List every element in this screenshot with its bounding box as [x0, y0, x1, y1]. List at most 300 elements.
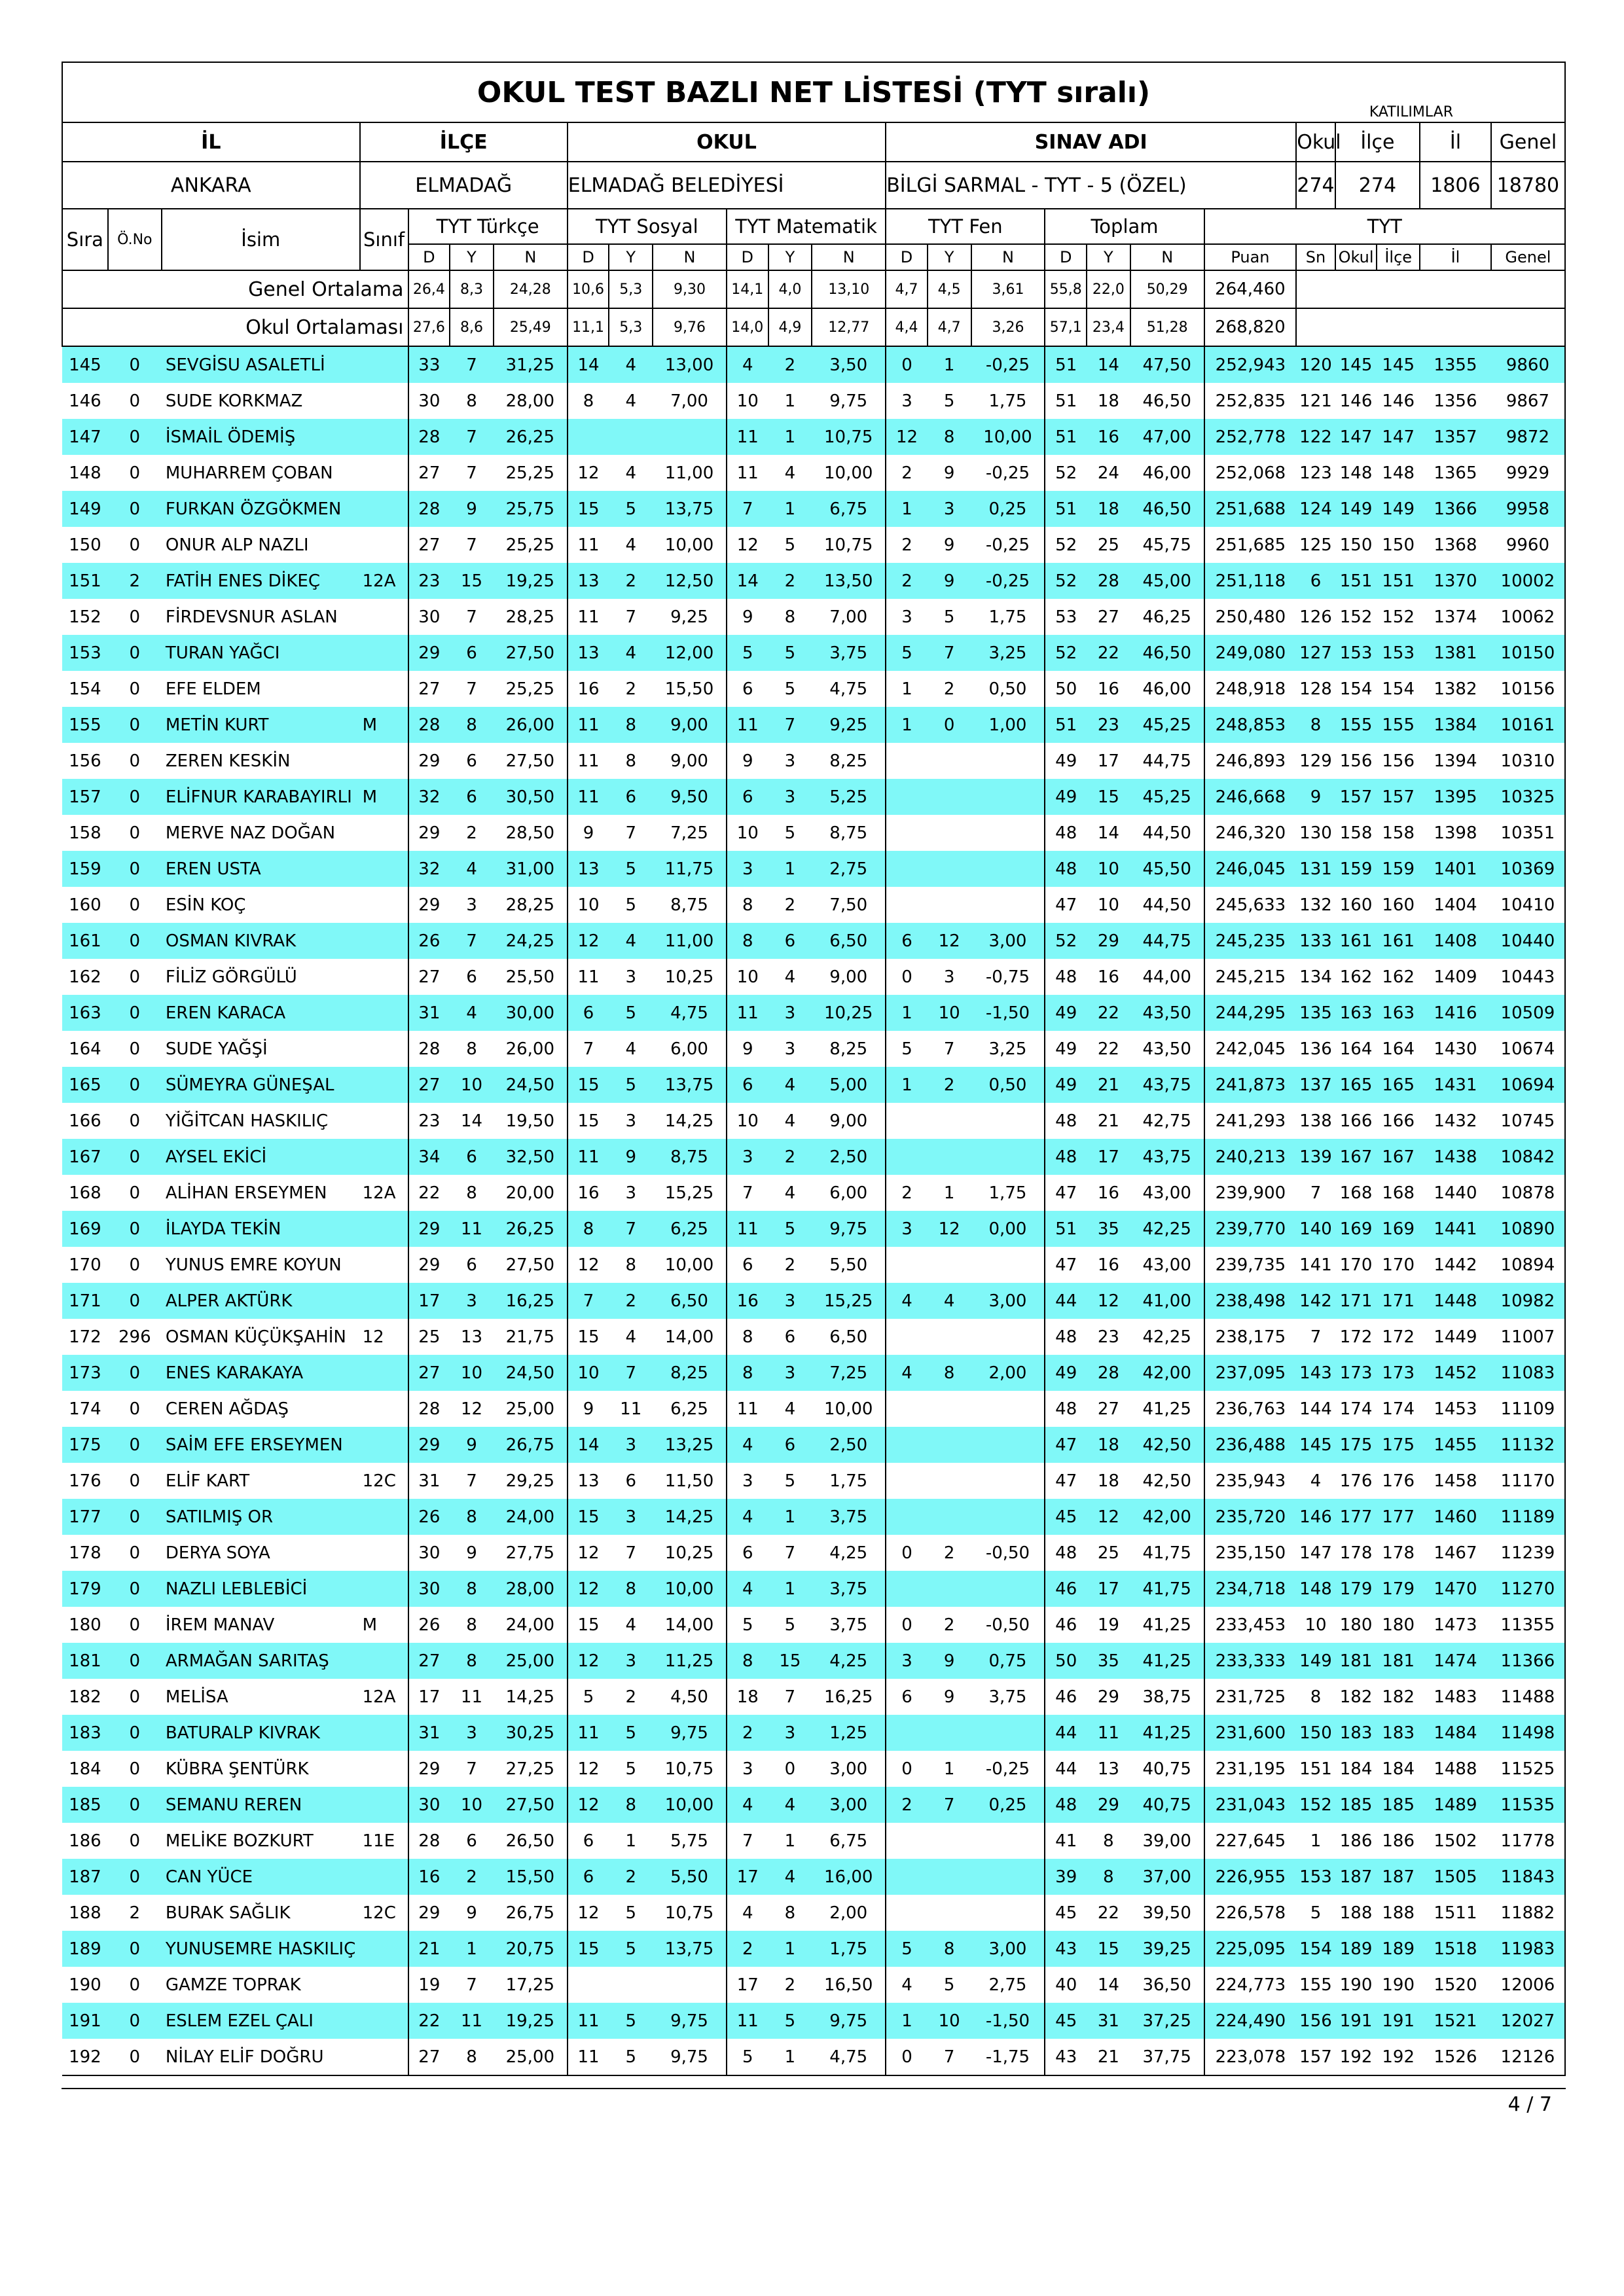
cell-sosyal-d: 7: [568, 1031, 609, 1067]
cell-matematik-d: 7: [727, 1175, 768, 1211]
table-row: [62, 1067, 1565, 1103]
cell-okul-sira: 184: [1339, 1759, 1373, 1779]
cell-fen-y: 7: [928, 2039, 971, 2075]
cell-il-sira: 1483: [1434, 1687, 1477, 1707]
average-value: 9,30: [653, 270, 727, 308]
cell-fen-y: 8: [928, 1931, 971, 1967]
cell-puan: 239,900: [1204, 1175, 1297, 1211]
cell-sosyal-d: 13: [568, 851, 609, 887]
cell-toplam-n: 45,25: [1130, 707, 1204, 743]
cell-sinif: [360, 1283, 408, 1319]
col-sinif: Sınıf: [360, 209, 408, 270]
cell-turkce-n: 26,25: [494, 1211, 568, 1247]
cell-sira: 181: [62, 1643, 108, 1679]
cell-puan: 244,295: [1204, 995, 1297, 1031]
cell-sn: 147: [1299, 1543, 1332, 1563]
cell-fen-y: 9: [928, 1643, 971, 1679]
cell-toplam-d: 49: [1045, 1355, 1087, 1391]
cell-fen-n: [971, 1247, 1045, 1283]
cell-fen-d: [886, 1139, 928, 1175]
participation-label: KATILIMLAR: [1369, 104, 1453, 120]
cell-isim: FİLİZ GÖRGÜLÜ: [165, 967, 297, 987]
header-katilim-genel: Genel: [1491, 122, 1565, 162]
cell-sosyal-y: 8: [625, 1255, 636, 1275]
cell-sosyal-d: 13: [568, 1463, 609, 1499]
cell-turkce-d: 17: [408, 1679, 450, 1715]
cell-sosyal-y: 5: [625, 1903, 636, 1923]
cell-matematik-d: 4: [727, 1499, 768, 1535]
cell-sira: 149: [62, 491, 108, 527]
cell-turkce-d: 27: [408, 671, 450, 707]
cell-isim: SAİM EFE ERSEYMEN: [162, 1427, 360, 1463]
cell-sn: 127: [1296, 635, 1335, 671]
cell-sira: 165: [62, 1067, 108, 1103]
cell-fen-y: 3: [928, 491, 971, 527]
cell-sosyal-d: 9: [568, 1391, 609, 1427]
cell-turkce-d: 27: [408, 455, 450, 491]
cell-matematik-d: 6: [727, 1067, 768, 1103]
cell-sira: 159: [62, 851, 108, 887]
average-value: 14,0: [727, 308, 768, 346]
cell-sn: 148: [1296, 1571, 1335, 1607]
cell-sinif: [360, 923, 408, 959]
cell-turkce-y: 6: [466, 751, 477, 771]
cell-sosyal-n: 14,25: [653, 1499, 727, 1535]
cell-matematik-y: 5: [768, 1211, 812, 1247]
cell-matematik-y: 3: [768, 1283, 812, 1319]
cell-toplam-y: 27: [1097, 607, 1119, 627]
cell-turkce-d: 31: [408, 995, 450, 1031]
cell-fen-d: 0: [886, 2039, 928, 2075]
cell-sinif: [360, 1031, 408, 1067]
cell-il-sira: 1455: [1420, 1427, 1491, 1463]
cell-ilce-sira: 158: [1382, 823, 1415, 843]
cell-matematik-n: 1,75: [812, 1931, 886, 1967]
cell-turkce-d: 26: [408, 1607, 450, 1643]
cell-toplam-y: 8: [1087, 1859, 1130, 1895]
cell-isim: İSMAİL ÖDEMİŞ: [162, 419, 360, 455]
cell-sira: 185: [62, 1787, 108, 1823]
cell-sira: 187: [62, 1859, 108, 1895]
average-empty: [1296, 308, 1565, 346]
cell-matematik-d: 8: [727, 887, 768, 923]
sub-y: Y: [768, 244, 812, 270]
cell-sosyal-d: 11: [568, 1139, 609, 1175]
cell-sosyal-y: [609, 1967, 653, 2003]
page-number: 4 / 7: [1507, 2093, 1552, 2116]
cell-turkce-n: 28,00: [505, 391, 555, 411]
cell-fen-y: 8: [928, 419, 971, 455]
cell-sosyal-n: 14,00: [664, 1615, 714, 1635]
cell-genel-sira: 9960: [1491, 527, 1565, 563]
cell-sosyal-n: 6,25: [653, 1211, 727, 1247]
cell-matematik-y: 1: [784, 391, 796, 411]
cell-turkce-d: 29: [408, 1751, 450, 1787]
cell-puan: 235,943: [1204, 1463, 1297, 1499]
table-row: [62, 1283, 1565, 1319]
cell-sosyal-n: 10,00: [664, 535, 714, 555]
cell-il-sira: 1520: [1434, 1975, 1477, 1995]
cell-sosyal-n: 9,25: [670, 607, 708, 627]
cell-fen-d: 5: [886, 1931, 928, 1967]
cell-okul-sira: 176: [1339, 1471, 1373, 1491]
cell-sosyal-n: 11,50: [664, 1471, 714, 1491]
cell-matematik-y: 3: [768, 779, 812, 815]
cell-isim: CAN YÜCE: [162, 1859, 360, 1895]
cell-isim: ALİHAN ERSEYMEN: [165, 1183, 327, 1203]
cell-turkce-y: 10: [450, 1067, 494, 1103]
cell-toplam-y: 16: [1097, 1183, 1119, 1203]
cell-fen-y: 1: [928, 346, 971, 383]
cell-toplam-y: 23: [1087, 707, 1130, 743]
cell-genel-sira: 11132: [1491, 1427, 1565, 1463]
cell-sira: 177: [62, 1499, 108, 1535]
cell-sn: 153: [1296, 1859, 1335, 1895]
cell-matematik-d: 10: [727, 959, 768, 995]
cell-isim: EREN KARACA: [162, 995, 360, 1031]
cell-turkce-y: 6: [466, 967, 477, 987]
cell-il-sira: 1374: [1434, 607, 1477, 627]
cell-turkce-n: 20,00: [505, 1183, 555, 1203]
cell-fen-y: [928, 815, 971, 851]
table-row: [62, 923, 1565, 959]
cell-okul-sira: 181: [1335, 1643, 1377, 1679]
cell-toplam-y: 18: [1087, 1427, 1130, 1463]
cell-fen-n: 0,25: [971, 1787, 1045, 1823]
sub-n: N: [812, 244, 886, 270]
cell-il-sira: 1357: [1420, 419, 1491, 455]
cell-fen-n: 2,00: [971, 1355, 1045, 1391]
cell-toplam-d: 51: [1045, 383, 1087, 419]
cell-sinif: [360, 671, 408, 707]
cell-fen-d: 2: [886, 455, 928, 491]
cell-isim: SATILMIŞ OR: [162, 1499, 360, 1535]
cell-toplam-n: 45,75: [1142, 535, 1191, 555]
sub-y: Y: [1087, 244, 1130, 270]
cell-turkce-y: 7: [466, 535, 477, 555]
sub-ilce: İlçe: [1377, 244, 1420, 270]
cell-sosyal-d: 6: [568, 1823, 609, 1859]
cell-toplam-d: 49: [1045, 779, 1087, 815]
cell-turkce-y: 10: [450, 1355, 494, 1391]
table-row: [62, 1787, 1565, 1823]
table-row: [62, 419, 1565, 455]
average-empty: [1296, 270, 1565, 308]
cell-turkce-y: 8: [450, 2039, 494, 2075]
cell-il-sira: 1368: [1434, 535, 1477, 555]
cell-turkce-y: 8: [450, 1643, 494, 1679]
cell-fen-y: [928, 1427, 971, 1463]
table-row: [62, 1139, 1565, 1175]
cell-fen-n: -1,50: [971, 995, 1045, 1031]
cell-il-sira: 1395: [1420, 779, 1491, 815]
cell-matematik-d: 4: [727, 346, 768, 383]
cell-fen-d: [886, 1463, 928, 1499]
cell-ilce-sira: 152: [1382, 607, 1415, 627]
cell-sosyal-d: 5: [568, 1679, 609, 1715]
cell-ono: 0: [129, 1039, 141, 1059]
cell-fen-n: 0,50: [971, 1067, 1045, 1103]
cell-sn: 121: [1299, 391, 1332, 411]
cell-turkce-n: 25,00: [494, 2039, 568, 2075]
cell-sira: 156: [69, 751, 101, 771]
cell-okul-sira: 188: [1339, 1903, 1373, 1923]
cell-ilce-sira: 189: [1377, 1931, 1420, 1967]
cell-toplam-y: 10: [1097, 895, 1119, 915]
cell-ono: 0: [129, 607, 141, 627]
cell-sira: 157: [62, 779, 108, 815]
cell-turkce-y: 4: [450, 995, 494, 1031]
cell-sosyal-n: 13,75: [653, 491, 727, 527]
cell-turkce-n: 24,00: [505, 1615, 555, 1635]
cell-sosyal-y: 3: [625, 1183, 636, 1203]
cell-ilce-sira: 150: [1382, 535, 1415, 555]
cell-sira: 146: [69, 391, 101, 411]
cell-fen-d: 4: [886, 1355, 928, 1391]
cell-turkce-d: 28: [408, 1391, 450, 1427]
cell-toplam-d: 50: [1045, 671, 1087, 707]
cell-sinif: [360, 527, 408, 563]
cell-sosyal-n: 5,75: [670, 1831, 708, 1851]
cell-ilce-sira: 156: [1382, 751, 1415, 771]
cell-matematik-d: 4: [727, 1787, 768, 1823]
cell-turkce-n: 24,00: [494, 1499, 568, 1535]
cell-sosyal-n: 10,25: [664, 1543, 714, 1563]
cell-fen-y: [928, 1499, 971, 1535]
cell-toplam-n: 44,50: [1142, 823, 1191, 843]
col-tyt: TYT: [1204, 209, 1565, 244]
cell-sosyal-n: 11,00: [653, 923, 727, 959]
cell-toplam-n: 43,75: [1130, 1139, 1204, 1175]
cell-matematik-d: 8: [727, 1355, 768, 1391]
average-value: 11,1: [568, 308, 609, 346]
cell-sosyal-y: 3: [609, 1499, 653, 1535]
cell-sosyal-d: 13: [568, 635, 609, 671]
average-value: 22,0: [1087, 270, 1130, 308]
cell-sosyal-n: 7,25: [670, 823, 708, 843]
cell-isim: MERVE NAZ DOĞAN: [165, 823, 336, 843]
cell-ilce-sira: 166: [1382, 1111, 1415, 1131]
cell-matematik-y: 2: [784, 1975, 796, 1995]
cell-sosyal-n: 15,50: [664, 679, 714, 699]
cell-matematik-n: 4,75: [812, 2039, 886, 2075]
cell-sn: 126: [1299, 607, 1332, 627]
cell-genel-sira: 11843: [1491, 1859, 1565, 1895]
cell-sn: 10: [1305, 1615, 1327, 1635]
cell-ono: 0: [108, 1211, 162, 1247]
cell-turkce-n: 27,25: [505, 1759, 555, 1779]
cell-turkce-n: 26,00: [505, 1039, 555, 1059]
cell-puan: 235,150: [1204, 1535, 1297, 1571]
cell-ilce-sira: 160: [1382, 895, 1415, 915]
cell-ilce-sira: 179: [1377, 1571, 1420, 1607]
cell-sinif: 12C: [362, 1903, 396, 1923]
cell-sosyal-y: 2: [625, 1687, 636, 1707]
cell-fen-y: [928, 743, 971, 779]
cell-okul-sira: 169: [1335, 1211, 1377, 1247]
cell-fen-n: 0,25: [971, 491, 1045, 527]
cell-fen-n: [971, 887, 1045, 923]
cell-sosyal-d: 11: [568, 527, 609, 563]
cell-il-sira: 1502: [1434, 1831, 1477, 1851]
cell-toplam-y: 16: [1087, 419, 1130, 455]
cell-turkce-y: 7: [450, 346, 494, 383]
table-row: [62, 1967, 1565, 2003]
cell-ono: 0: [108, 419, 162, 455]
cell-matematik-n: 4,75: [829, 679, 868, 699]
cell-turkce-n: 25,25: [505, 679, 555, 699]
cell-fen-d: 4: [886, 1967, 928, 2003]
cell-sosyal-n: 11,25: [653, 1643, 727, 1679]
cell-ilce-sira: 183: [1377, 1715, 1420, 1751]
cell-sosyal-d: 15: [568, 491, 609, 527]
cell-sinif: M: [362, 1615, 378, 1635]
cell-sn: 141: [1299, 1255, 1332, 1275]
cell-matematik-y: 5: [784, 1471, 796, 1491]
cell-toplam-y: 21: [1087, 2039, 1130, 2075]
cell-fen-y: 10: [928, 995, 971, 1031]
cell-isim: BURAK SAĞLIK: [165, 1903, 291, 1923]
col-ono: Ö.No: [108, 209, 162, 270]
table-row: [62, 1499, 1565, 1535]
cell-matematik-d: 3: [727, 1139, 768, 1175]
cell-okul-sira: 185: [1335, 1787, 1377, 1823]
cell-matematik-n: 9,00: [829, 967, 868, 987]
cell-matematik-n: 1,25: [812, 1715, 886, 1751]
cell-isim: ONUR ALP NAZLI: [165, 535, 309, 555]
cell-matematik-y: 5: [784, 823, 796, 843]
cell-sosyal-d: 11: [568, 707, 609, 743]
cell-turkce-d: 27: [408, 2039, 450, 2075]
cell-toplam-d: 44: [1045, 1715, 1087, 1751]
average-value: 4,9: [768, 308, 812, 346]
cell-sosyal-d: 15: [568, 1103, 609, 1139]
cell-fen-n: [971, 1139, 1045, 1175]
cell-fen-y: 7: [928, 1787, 971, 1823]
cell-toplam-n: 46,25: [1142, 607, 1191, 627]
cell-matematik-n: 4,25: [812, 1643, 886, 1679]
cell-il-sira: 1521: [1420, 2003, 1491, 2039]
cell-toplam-y: 18: [1097, 1471, 1119, 1491]
table-row: [62, 1679, 1565, 1715]
cell-sosyal-n: 15,25: [664, 1183, 714, 1203]
cell-turkce-n: 32,50: [494, 1139, 568, 1175]
table-row: [62, 1859, 1565, 1895]
cell-sosyal-y: 2: [609, 1859, 653, 1895]
cell-sira: 162: [69, 967, 101, 987]
cell-sosyal-n: 14,00: [664, 1327, 714, 1347]
cell-isim: İLAYDA TEKİN: [162, 1211, 360, 1247]
cell-toplam-y: 27: [1097, 1399, 1119, 1419]
cell-sosyal-d: 11: [568, 1715, 609, 1751]
header-katilim-il: İl: [1420, 122, 1491, 162]
cell-sn: 128: [1299, 679, 1332, 699]
cell-fen-y: 10: [928, 2003, 971, 2039]
cell-puan: 245,235: [1204, 923, 1297, 959]
average-value: 4,4: [886, 308, 928, 346]
cell-toplam-y: 29: [1087, 1787, 1130, 1823]
cell-toplam-n: 42,25: [1130, 1211, 1204, 1247]
cell-sosyal-n: [653, 1967, 727, 2003]
cell-sosyal-n: 8,75: [653, 1139, 727, 1175]
cell-matematik-d: 10: [727, 1103, 768, 1139]
cell-okul-sira: 154: [1339, 679, 1373, 699]
cell-sira: 180: [69, 1615, 101, 1635]
cell-toplam-n: 43,50: [1130, 995, 1204, 1031]
cell-isim: NİLAY ELİF DOĞRU: [162, 2039, 360, 2075]
cell-okul-sira: 158: [1339, 823, 1373, 843]
cell-sira: 167: [62, 1139, 108, 1175]
cell-genel-sira: 10310: [1491, 743, 1565, 779]
cell-genel-sira: 10694: [1491, 1067, 1565, 1103]
cell-fen-y: 7: [943, 1039, 955, 1059]
cell-fen-n: [971, 815, 1045, 851]
cell-ilce-sira: 177: [1377, 1499, 1420, 1535]
cell-toplam-d: 52: [1045, 455, 1087, 491]
cell-fen-y: 9: [943, 1687, 955, 1707]
cell-ilce-sira: 191: [1377, 2003, 1420, 2039]
cell-matematik-n: 3,50: [812, 346, 886, 383]
cell-matematik-n: 9,75: [812, 2003, 886, 2039]
cell-sinif: [360, 851, 408, 887]
cell-genel-sira: 11007: [1491, 1319, 1565, 1355]
cell-sosyal-y: 7: [625, 823, 636, 843]
cell-turkce-y: 11: [450, 1211, 494, 1247]
cell-turkce-n: 14,25: [505, 1687, 555, 1707]
cell-fen-d: 2: [886, 563, 928, 599]
cell-sinif: M: [360, 779, 408, 815]
cell-turkce-y: 6: [466, 1255, 477, 1275]
cell-il-sira: 1394: [1434, 751, 1477, 771]
cell-fen-n: -0,25: [985, 463, 1030, 483]
cell-turkce-y: 7: [466, 463, 477, 483]
cell-genel-sira: 10674: [1491, 1031, 1565, 1067]
sub-d: D: [568, 244, 609, 270]
cell-toplam-d: 41: [1045, 1823, 1087, 1859]
cell-matematik-n: 6,50: [829, 1327, 868, 1347]
cell-turkce-d: 27: [408, 959, 450, 995]
table-row: [62, 743, 1565, 779]
cell-sn: 144: [1299, 1399, 1332, 1419]
cell-turkce-y: 11: [460, 1687, 483, 1707]
cell-matematik-d: 11: [727, 707, 768, 743]
cell-fen-n: -0,25: [971, 346, 1045, 383]
cell-sira: 155: [62, 707, 108, 743]
cell-sosyal-n: 9,75: [653, 1715, 727, 1751]
cell-sosyal-y: 3: [609, 1427, 653, 1463]
cell-sosyal-y: 7: [625, 1543, 636, 1563]
cell-sosyal-d: 12: [568, 455, 609, 491]
cell-matematik-y: 4: [768, 1787, 812, 1823]
cell-toplam-d: 52: [1045, 563, 1087, 599]
cell-matematik-n: 3,00: [829, 1759, 868, 1779]
cell-puan: 231,195: [1204, 1751, 1297, 1787]
cell-sosyal-y: 6: [609, 779, 653, 815]
cell-turkce-n: 25,50: [505, 967, 555, 987]
cell-turkce-d: 27: [408, 1355, 450, 1391]
cell-turkce-d: 22: [408, 2003, 450, 2039]
cell-matematik-y: 4: [784, 1111, 796, 1131]
cell-ono: 0: [129, 1471, 141, 1491]
cell-fen-d: 12: [886, 419, 928, 455]
cell-turkce-n: 26,75: [494, 1427, 568, 1463]
cell-puan: 238,175: [1204, 1319, 1297, 1355]
cell-genel-sira: 9872: [1491, 419, 1565, 455]
table-row: [62, 527, 1565, 563]
cell-isim: ARMAĞAN SARITAŞ: [162, 1643, 360, 1679]
result-sheet: [62, 62, 1566, 2076]
average-value: 23,4: [1087, 308, 1130, 346]
